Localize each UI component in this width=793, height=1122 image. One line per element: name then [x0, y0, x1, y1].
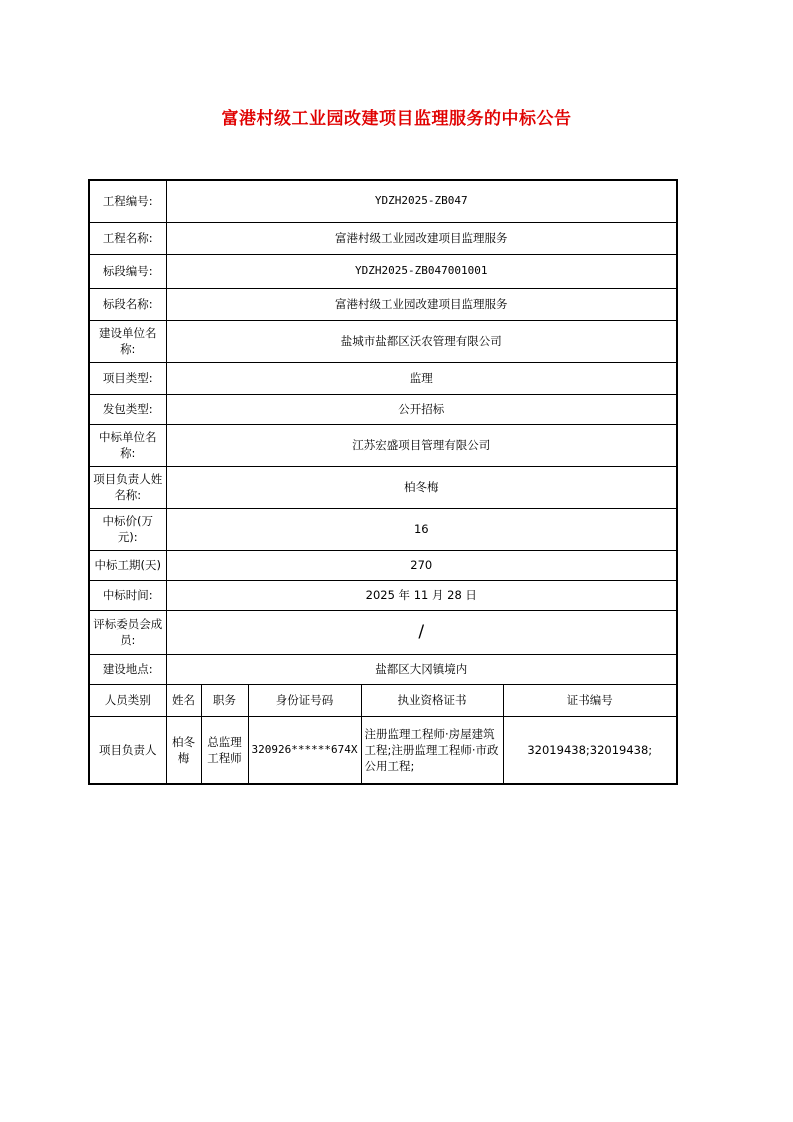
personnel-name: 柏冬梅	[166, 716, 201, 784]
row-location	[89, 654, 677, 684]
committee-value: /	[166, 610, 677, 654]
field-label: 评标委员会成员:	[89, 610, 166, 654]
row-contract-type	[89, 394, 677, 424]
row-winner	[89, 424, 677, 466]
table-row	[89, 716, 677, 784]
column-header: 身份证号码	[248, 684, 361, 716]
award-date-value: 2025 年 11 月 28 日	[166, 580, 677, 610]
field-label: 发包类型:	[89, 394, 166, 424]
winner-value: 江苏宏盛项目管理有限公司	[166, 424, 677, 466]
field-label: 中标工期(天)	[89, 550, 166, 580]
award-notice-table	[88, 179, 678, 785]
personnel-qualification: 注册监理工程师·房屋建筑工程;注册监理工程师·市政公用工程;	[361, 716, 503, 784]
column-header: 执业资格证书	[361, 684, 503, 716]
row-client	[89, 320, 677, 362]
row-award-date	[89, 580, 677, 610]
section-code-value: YDZH2025-ZB047001001	[166, 254, 677, 288]
row-section-code	[89, 254, 677, 288]
column-header: 姓名	[166, 684, 201, 716]
manager-value: 柏冬梅	[166, 466, 677, 508]
column-header: 职务	[201, 684, 248, 716]
field-label: 中标时间:	[89, 580, 166, 610]
project-type-value: 监理	[166, 362, 677, 394]
field-label: 中标价(万元):	[89, 508, 166, 550]
field-label: 标段名称:	[89, 288, 166, 320]
location-value: 盐都区大冈镇境内	[166, 654, 677, 684]
row-committee	[89, 610, 677, 654]
personnel-certificate-number: 32019438;32019438;	[503, 716, 677, 784]
field-label: 标段编号:	[89, 254, 166, 288]
field-label: 建设单位名称:	[89, 320, 166, 362]
row-project-type	[89, 362, 677, 394]
row-duration	[89, 550, 677, 580]
column-header: 人员类别	[89, 684, 166, 716]
column-header: 证书编号	[503, 684, 677, 716]
field-label: 项目类型:	[89, 362, 166, 394]
field-label: 工程编号:	[89, 180, 166, 222]
row-project-name	[89, 222, 677, 254]
contract-type-value: 公开招标	[166, 394, 677, 424]
row-project-code	[89, 180, 677, 222]
field-label: 项目负责人姓名称:	[89, 466, 166, 508]
row-manager	[89, 466, 677, 508]
personnel-id-number: 320926******674X	[248, 716, 361, 784]
field-label: 建设地点:	[89, 654, 166, 684]
client-value: 盐城市盐都区沃农管理有限公司	[166, 320, 677, 362]
personnel-title: 总监理工程师	[201, 716, 248, 784]
personnel-category: 项目负责人	[89, 716, 166, 784]
field-label: 中标单位名称:	[89, 424, 166, 466]
row-section-name	[89, 288, 677, 320]
section-name-value: 富港村级工业园改建项目监理服务	[166, 288, 677, 320]
personnel-header-row	[89, 684, 677, 716]
row-price	[89, 508, 677, 550]
page-title: 富港村级工业园改建项目监理服务的中标公告	[221, 109, 572, 129]
field-label: 工程名称:	[89, 222, 166, 254]
project-name-value: 富港村级工业园改建项目监理服务	[166, 222, 677, 254]
duration-value: 270	[166, 550, 677, 580]
price-value: 16	[166, 508, 677, 550]
project-code-value: YDZH2025-ZB047	[166, 180, 677, 222]
